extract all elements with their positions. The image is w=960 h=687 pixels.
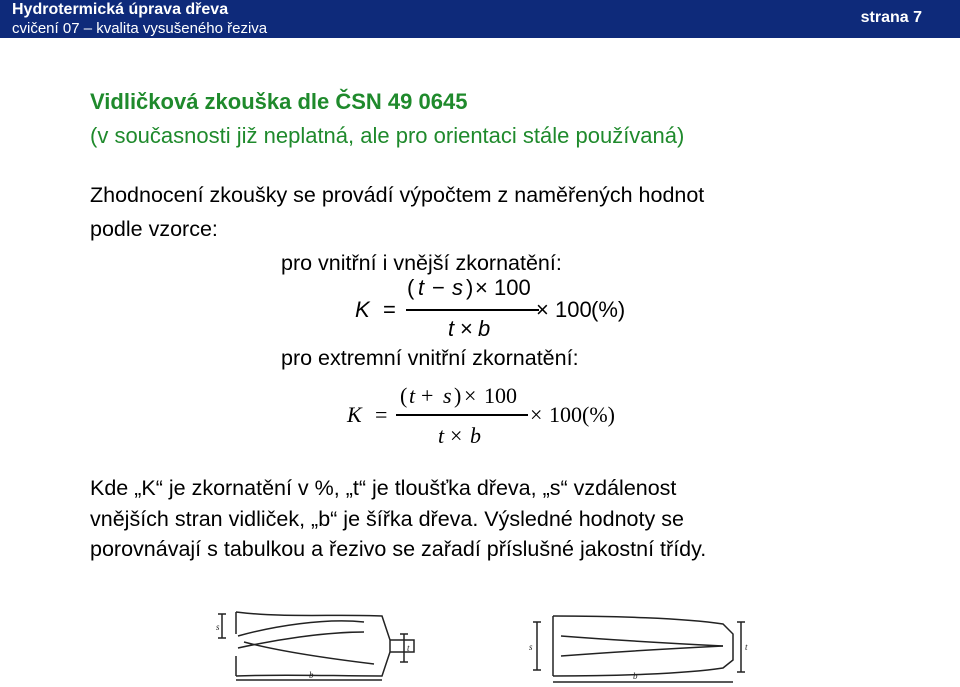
f2-num-plus: + (421, 383, 434, 408)
fork-diagram-internal (523, 606, 755, 686)
f1-post-const: 100 (555, 297, 592, 322)
explanation-line-3: porovnávají s tabulkou a řezivo se zařadí příslušné jakostní třídy. (90, 537, 707, 561)
f1-num-t: t (418, 275, 425, 300)
header-exercise-title: cvičení 07 – kvalita vysušeného řeziva (12, 20, 268, 37)
f2-num-times: × (464, 383, 477, 408)
f1-post-times: × (536, 297, 549, 322)
intro-line-2: podle vzorce: (90, 217, 218, 241)
left-fig-label-b: b (309, 670, 314, 680)
f2-num-open: ( (400, 383, 408, 408)
f1-fraction-bar (406, 309, 539, 311)
f1-unit: (%) (591, 297, 626, 322)
f2-den-b: b (470, 423, 481, 448)
page-number: strana 7 (860, 9, 922, 26)
f2-num-t: t (409, 383, 416, 408)
f2-post-times: × (530, 402, 543, 427)
header-course-title: Hydrotermická úprava dřeva (12, 1, 229, 18)
f2-num-close: ) (454, 383, 462, 408)
f1-num-open: ( (407, 275, 415, 300)
header-bar (0, 0, 960, 38)
left-fig-label-s: s (216, 622, 220, 632)
f1-den-b: b (478, 316, 491, 341)
f1-den-t: t (448, 316, 455, 341)
f1-num-const: 100 (494, 275, 531, 300)
f2-lhs: K (347, 402, 362, 427)
fork-diagram-external (214, 604, 428, 684)
right-fig-label-b: b (633, 671, 638, 681)
explanation-line-1: Kde „K“ je zkornatění v %, „t“ je tloušťka dřeva, „s“ vzdálenost (90, 476, 677, 500)
f1-lhs: K (355, 297, 370, 322)
slide-subtitle: (v současnosti již neplatná, ale pro orientaci stále používaná) (90, 123, 685, 148)
slide-title: Vidličková zkouška dle ČSN 49 0645 (90, 89, 468, 114)
f2-num-s: s (443, 383, 452, 408)
case2-label: pro extremní vnitřní zkornatění: (281, 346, 579, 370)
explanation-line-2: vnějších stran vidliček, „b“ je šířka dřeva. Výsledné hodnoty se (90, 507, 684, 531)
case1-label: pro vnitřní i vnější zkornatění: (281, 251, 562, 275)
right-fig-label-t: t (745, 642, 748, 652)
f1-num-minus: − (432, 275, 445, 300)
f2-fraction-bar (396, 414, 528, 416)
f1-num-close: ) (466, 275, 474, 300)
f2-eq: = (375, 402, 388, 427)
f2-post: 100(%) (549, 402, 615, 427)
intro-line-1: Zhodnocení zkoušky se provádí výpočtem z naměřených hodnot (90, 183, 705, 207)
f1-den-times: × (460, 316, 473, 341)
f2-den-times: × (450, 423, 463, 448)
f2-num-const: 100 (484, 383, 517, 408)
left-fig-label-t: t (407, 643, 410, 653)
f1-num-times: × (475, 275, 488, 300)
f1-eq: = (383, 297, 396, 322)
right-fig-label-s: s (529, 642, 533, 652)
f2-den-t: t (438, 423, 445, 448)
f1-num-s: s (452, 275, 463, 300)
